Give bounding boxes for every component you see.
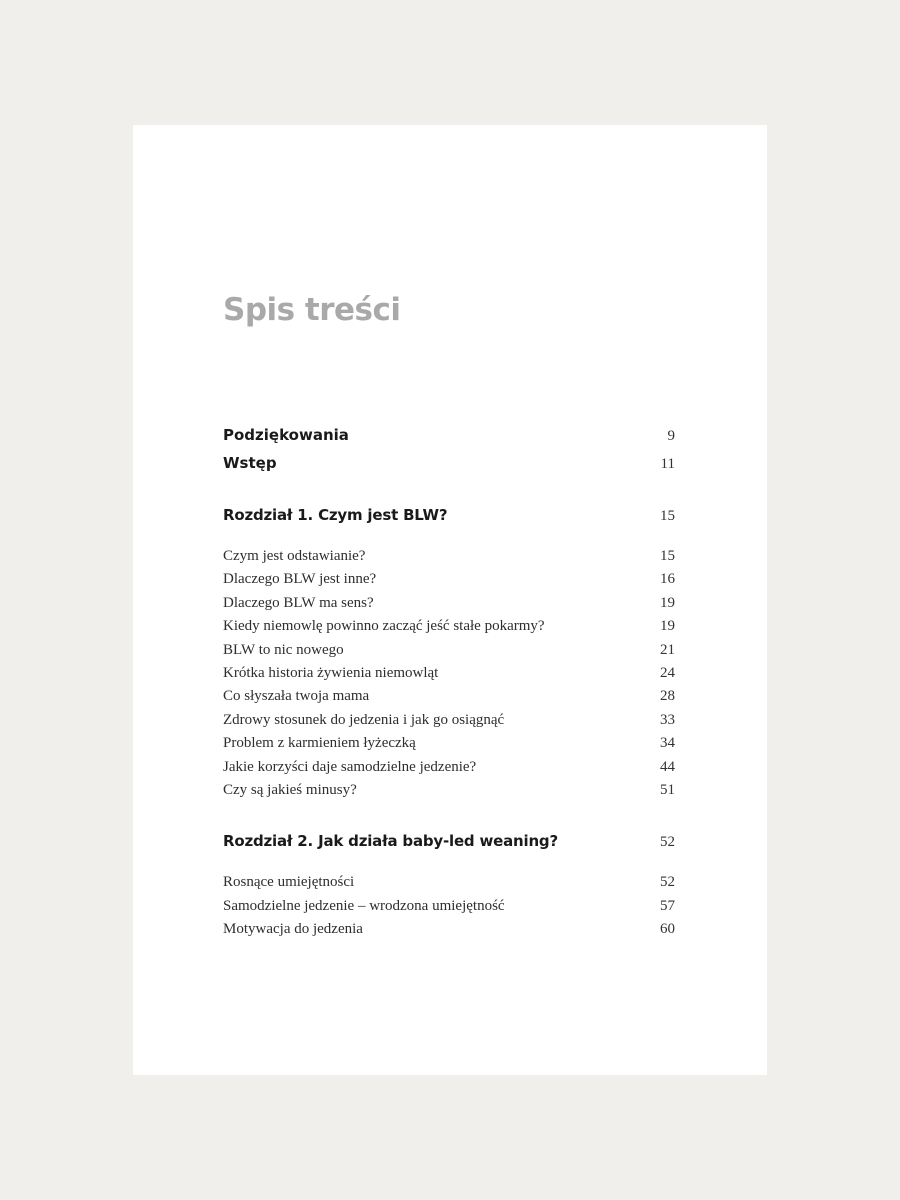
section-page: 19 xyxy=(660,618,675,635)
section-title: Dlaczego BLW ma sens? xyxy=(223,594,374,611)
chapter-title: Rozdział 1. Czym jest BLW? xyxy=(223,506,448,524)
toc-section xyxy=(223,545,675,568)
toc-section xyxy=(223,662,675,685)
chapter-page: 52 xyxy=(660,834,675,851)
toc-section xyxy=(223,685,675,708)
toc-section xyxy=(223,779,675,802)
toc-chapter-2 xyxy=(223,828,675,854)
section-title: Zdrowy stosunek do jedzenia i jak go osiągnąć xyxy=(223,711,505,728)
toc-section xyxy=(223,918,675,941)
section-page: 16 xyxy=(660,571,675,588)
section-page: 44 xyxy=(660,758,675,775)
section-page: 33 xyxy=(660,711,675,728)
section-page: 52 xyxy=(660,874,675,891)
section-page: 19 xyxy=(660,594,675,611)
toc-section xyxy=(223,709,675,732)
section-title: Rosnące umiejętności xyxy=(223,874,355,891)
toc-chapter-1 xyxy=(223,502,675,528)
section-title: Czy są jakieś minusy? xyxy=(223,781,357,798)
section-title: Samodzielne jedzenie – wrodzona umiejętność xyxy=(223,897,505,914)
section-page: 28 xyxy=(660,688,675,705)
toc-entry-page: 9 xyxy=(667,428,675,444)
section-page: 34 xyxy=(660,735,675,752)
toc-entry-page: 11 xyxy=(660,456,675,472)
section-page: 60 xyxy=(660,921,675,938)
toc-section xyxy=(223,756,675,779)
chapter-page: 15 xyxy=(660,508,675,524)
toc-entry-introduction xyxy=(223,449,675,477)
toc-entry-acknowledgements xyxy=(223,421,675,449)
toc-section xyxy=(223,871,675,894)
section-title: Problem z karmieniem łyżeczką xyxy=(223,735,416,752)
section-page: 57 xyxy=(660,897,675,914)
toc-section xyxy=(223,568,675,591)
section-title: Motywacja do jedzenia xyxy=(223,921,363,938)
chapter-title: Rozdział 2. Jak działa baby-led weaning? xyxy=(223,832,558,851)
section-page: 21 xyxy=(660,641,675,658)
section-title: Jakie korzyści daje samodzielne jedzenie? xyxy=(223,758,477,775)
toc-entry-title: Wstęp xyxy=(223,454,277,472)
toc-section xyxy=(223,639,675,662)
section-title: BLW to nic nowego xyxy=(223,641,344,658)
toc-section xyxy=(223,615,675,638)
table-of-contents xyxy=(223,421,675,941)
page-title: Spis treści xyxy=(223,292,401,328)
toc-section xyxy=(223,895,675,918)
section-page: 24 xyxy=(660,664,675,681)
section-title: Kiedy niemowlę powinno zacząć jeść stałe pokarmy? xyxy=(223,618,545,635)
toc-entry-title: Podziękowania xyxy=(223,426,349,444)
book-page xyxy=(133,125,767,1075)
section-page: 15 xyxy=(660,548,675,564)
section-title: Dlaczego BLW jest inne? xyxy=(223,571,377,588)
section-title: Krótka historia żywienia niemowląt xyxy=(223,664,439,681)
toc-section xyxy=(223,592,675,615)
section-title: Co słyszała twoja mama xyxy=(223,688,370,705)
section-page: 51 xyxy=(660,781,675,798)
toc-section xyxy=(223,732,675,755)
section-title: Czym jest odstawianie? xyxy=(223,548,366,564)
